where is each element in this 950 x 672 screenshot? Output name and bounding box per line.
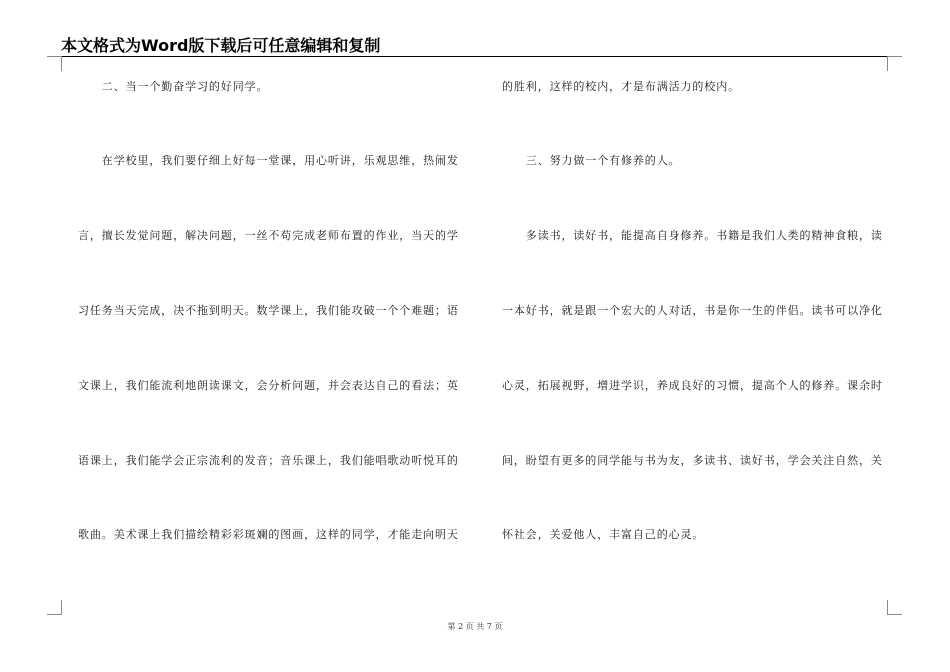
- corner-mark-bottom-left: [47, 600, 62, 615]
- header-rule: [61, 56, 887, 57]
- left-line: 歌曲。美术课上我们描绘精彩彩斑斓的图画，这样的同学，才能走向明天: [78, 528, 459, 541]
- right-line: 三、努力做一个有修养的人。: [502, 154, 681, 167]
- corner-mark-top-right: [887, 56, 902, 71]
- corner-mark-top-left: [47, 56, 62, 71]
- left-line: 言，擅长发觉问题，解决问题，一丝不苟完成老师布置的作业，当天的学: [78, 229, 459, 242]
- right-line: 心灵，拓展视野，增进学识，养成良好的习惯，提高个人的修养。课余时: [502, 379, 883, 392]
- page-number: 第 2 页 共 7 页: [447, 622, 503, 631]
- left-line: 在学校里，我们要仔细上好每一堂课，用心听讲，乐观思维，热闹发: [78, 154, 459, 167]
- right-line: 的胜利，这样的校内，才是布满活力的校内。: [502, 80, 740, 93]
- left-line: 习任务当天完成，决不拖到明天。数学课上，我们能攻破一个个难题；语: [78, 304, 459, 317]
- right-line: 怀社会，关爱他人，丰富自己的心灵。: [502, 528, 705, 541]
- left-line: 语课上，我们能学会正宗流利的发音；音乐课上，我们能唱歌动听悦耳的: [78, 454, 459, 467]
- right-line: 多读书，读好书，能提高自身修养。书籍是我们人类的精神食粮，读: [502, 229, 883, 242]
- header-title: 本文格式为Word版下载后可任意编辑和复制: [61, 36, 381, 55]
- right-line: 一本好书，就是跟一个宏大的人对话，书是你一生的伴侣。读书可以净化: [502, 304, 883, 317]
- right-line: 间，盼望有更多的同学能与书为友，多读书、读好书，学会关注自然，关: [502, 454, 883, 467]
- corner-mark-bottom-right: [887, 600, 902, 615]
- left-line: 二、当一个勤奋学习的好同学。: [78, 80, 269, 93]
- left-line: 文课上，我们能流利地朗读课文，会分析问题，并会表达自己的看法；英: [78, 379, 459, 392]
